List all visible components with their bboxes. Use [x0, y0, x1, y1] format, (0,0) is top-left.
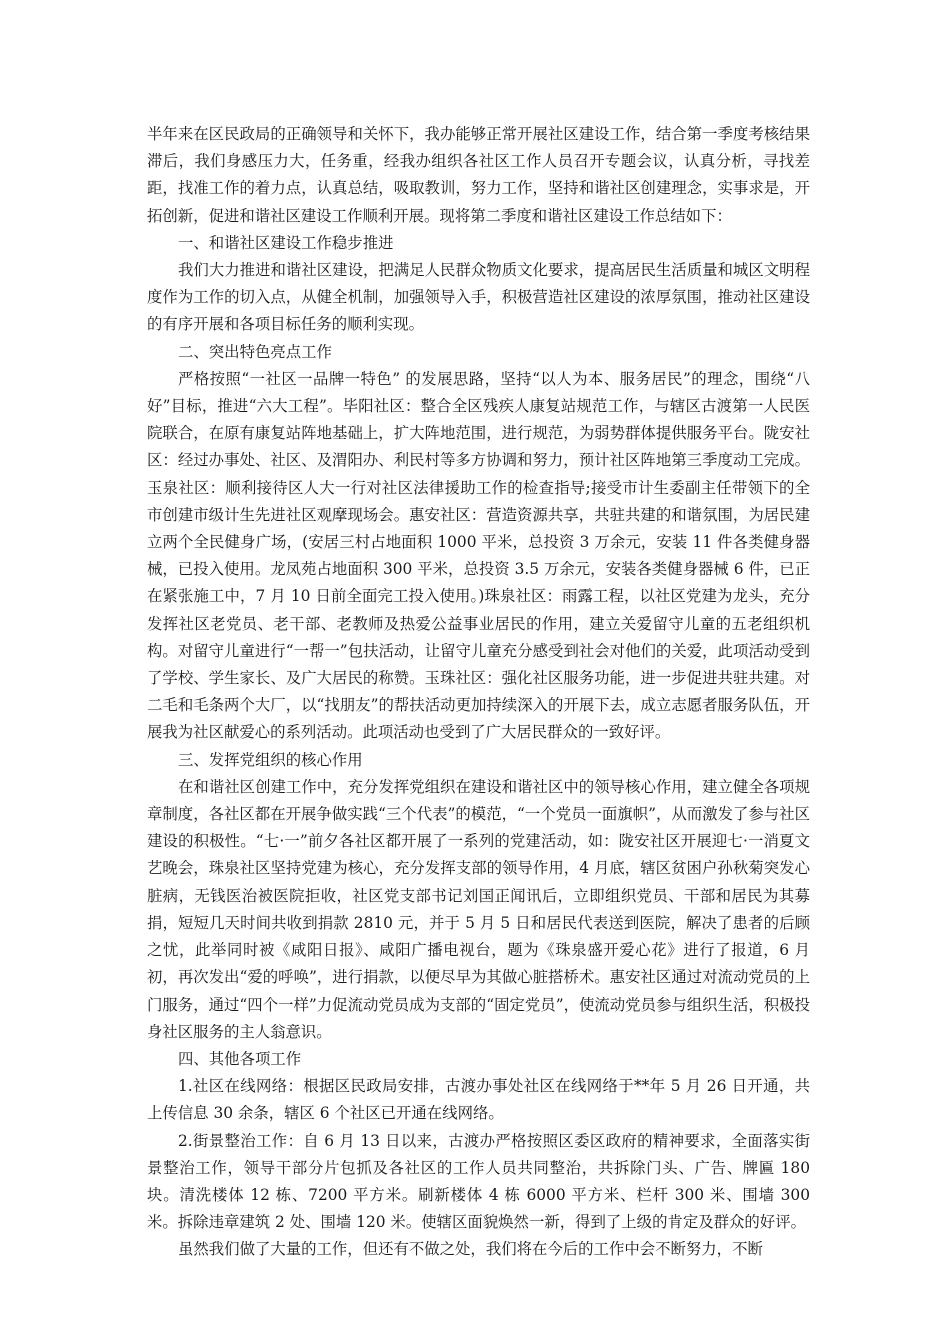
- intro-paragraph: 半年来在区民政局的正确领导和关怀下，我办能够正常开展社区建设工作，结合第一季度考核结果滞后，我们身感压力大，任务重，经我办组织各社区工作人员召开专题会议，认真分析，寻找差距，找准工作的着力点，认真总结，吸取教训，努力工作，坚持和谐社区创建理念，实事求是，开拓创新，促进和谐社区建设工作顺利开展。现将第二季度和谐社区建设工作总结如下：: [147, 125, 810, 225]
- section-1-heading: 一、和谐社区建设工作稳步推进: [178, 233, 394, 252]
- section-2-paragraph: 严格按照“一社区一品牌一特色” 的发展思路，坚持“以人为本、服务居民”的理念，围绕“八好”目标，推进“六大工程”。毕阳社区：整合全区残疾人康复站规范工作，与辖区古渡第一人民医院联合，在原有康复站阵地基础上，扩大阵地范围，进行规范，为弱势群体提供服务平台。陇安社区：经过办事处、社区、及渭阳办、利民村等多方协调和努力，预计社区阵地第三季度动工完成。玉泉社区：顺利接待区人大一行对社区法律援助工作的检查指导;接受市计生委副主任带领下的全市创建市级计生先进社区观摩现场会。惠安社区：营造资源共享，共驻共建的和谐氛围，为居民建立两个全民健身广场，(安居三村占地面积 1000 平米，总投资 3 万余元，安装 11 件各类健身器械，已投入使用。龙凤苑占地面积 300 平米，总投资 3.5 万余元，安装各类健身器械 6 件，已正在紧张施工中，7 月 10 日前全面完工投入使用。)珠泉社区：雨露工程，以社区党建为龙头，充分发挥社区老党员、老干部、老教师及热爱公益事业居民的作用，建立关爱留守儿童的五老组织机构。对留守儿童进行“一帮一”包扶活动，让留守儿童充分感受到社会对他们的关爱，此项活动受到了学校、学生家长、及广大居民的称赞。玉珠社区：强化社区服务功能，进一步促进共驻共建。对二毛和毛条两个大厂，以“找朋友”的帮扶活动更加持续深入的开展下去，成立志愿者服务队伍，开展我为社区献爱心的系列活动。此项活动也受到了广大居民群众的一致好评。: [147, 369, 810, 742]
- section-3-paragraph: 在和谐社区创建工作中，充分发挥党组织在建设和谐社区中的领导核心作用，建立健全各项规章制度，各社区都在开展争做实践“三个代表”的模范，“一个党员一面旗帜”，从而激发了参与社区建设的积极性。“七·一”前夕各社区都开展了一系列的党建活动，如：陇安社区开展迎七·一消夏文艺晚会，珠泉社区坚持党建为核心，充分发挥支部的领导作用，4 月底，辖区贫困户孙秋菊突发心脏病，无钱医治被医院拒收，社区党支部书记刘国正闻讯后，立即组织党员、干部和居民为其募捐，短短几天时间共收到捐款 2810 元，并于 5 月 5 日和居民代表送到医院，解决了患者的后顾之忧，此举同时被《咸阳日报》、咸阳广播电视台，题为《珠泉盛开爱心花》进行了报道，6 月初，再次发出“爱的呼唤”，进行捐款，以便尽早为其做心脏搭桥术。惠安社区通过对流动党员的上门服务，通过“四个一样”力促流动党员成为支部的“固定党员”，使流动党员参与组织生活，积极投身社区服务的主人翁意识。: [147, 777, 810, 1041]
- section-4-item-2: 2.街景整治工作：自 6 月 13 日以来，古渡办严格按照区委区政府的精神要求，全面落实街景整治工作，领导干部分片包抓及各社区的工作人员共同整治，共拆除门头、广告、牌匾 180 块。清洗楼体 12 栋、7200 平方米。刷新楼体 4 栋 6000 平方米、栏杆 300 米、围墙 300 米。拆除违章建筑 2 处、围墙 120 米。使辖区面貌焕然一新，得到了上级的肯定及群众的好评。: [147, 1131, 810, 1232]
- document-page: [147, 121, 810, 1264]
- section-4-heading: 四、其他各项工作: [178, 1049, 302, 1068]
- closing-paragraph: 虽然我们做了大量的工作，但还有不做之处，我们将在今后的工作中会不断努力，不断: [178, 1240, 763, 1259]
- section-1-paragraph: 我们大力推进和谐社区建设，把满足人民群众物质文化要求，提高居民生活质量和城区文明程度作为工作的切入点，从健全机制，加强领导入手，积极营造社区建设的浓厚氛围，推动社区建设的有序开展和各项目标任务的顺利实现。: [147, 261, 810, 334]
- section-4-item-1: 1.社区在线网络：根据区民政局安排，古渡办事处社区在线网络于**年 5 月 26 日开通，共上传信息 30 余条，辖区 6 个社区已开通在线网络。: [147, 1077, 810, 1123]
- section-2-heading: 二、突出特色亮点工作: [178, 342, 332, 361]
- section-3-heading: 三、发挥党组织的核心作用: [178, 750, 363, 769]
